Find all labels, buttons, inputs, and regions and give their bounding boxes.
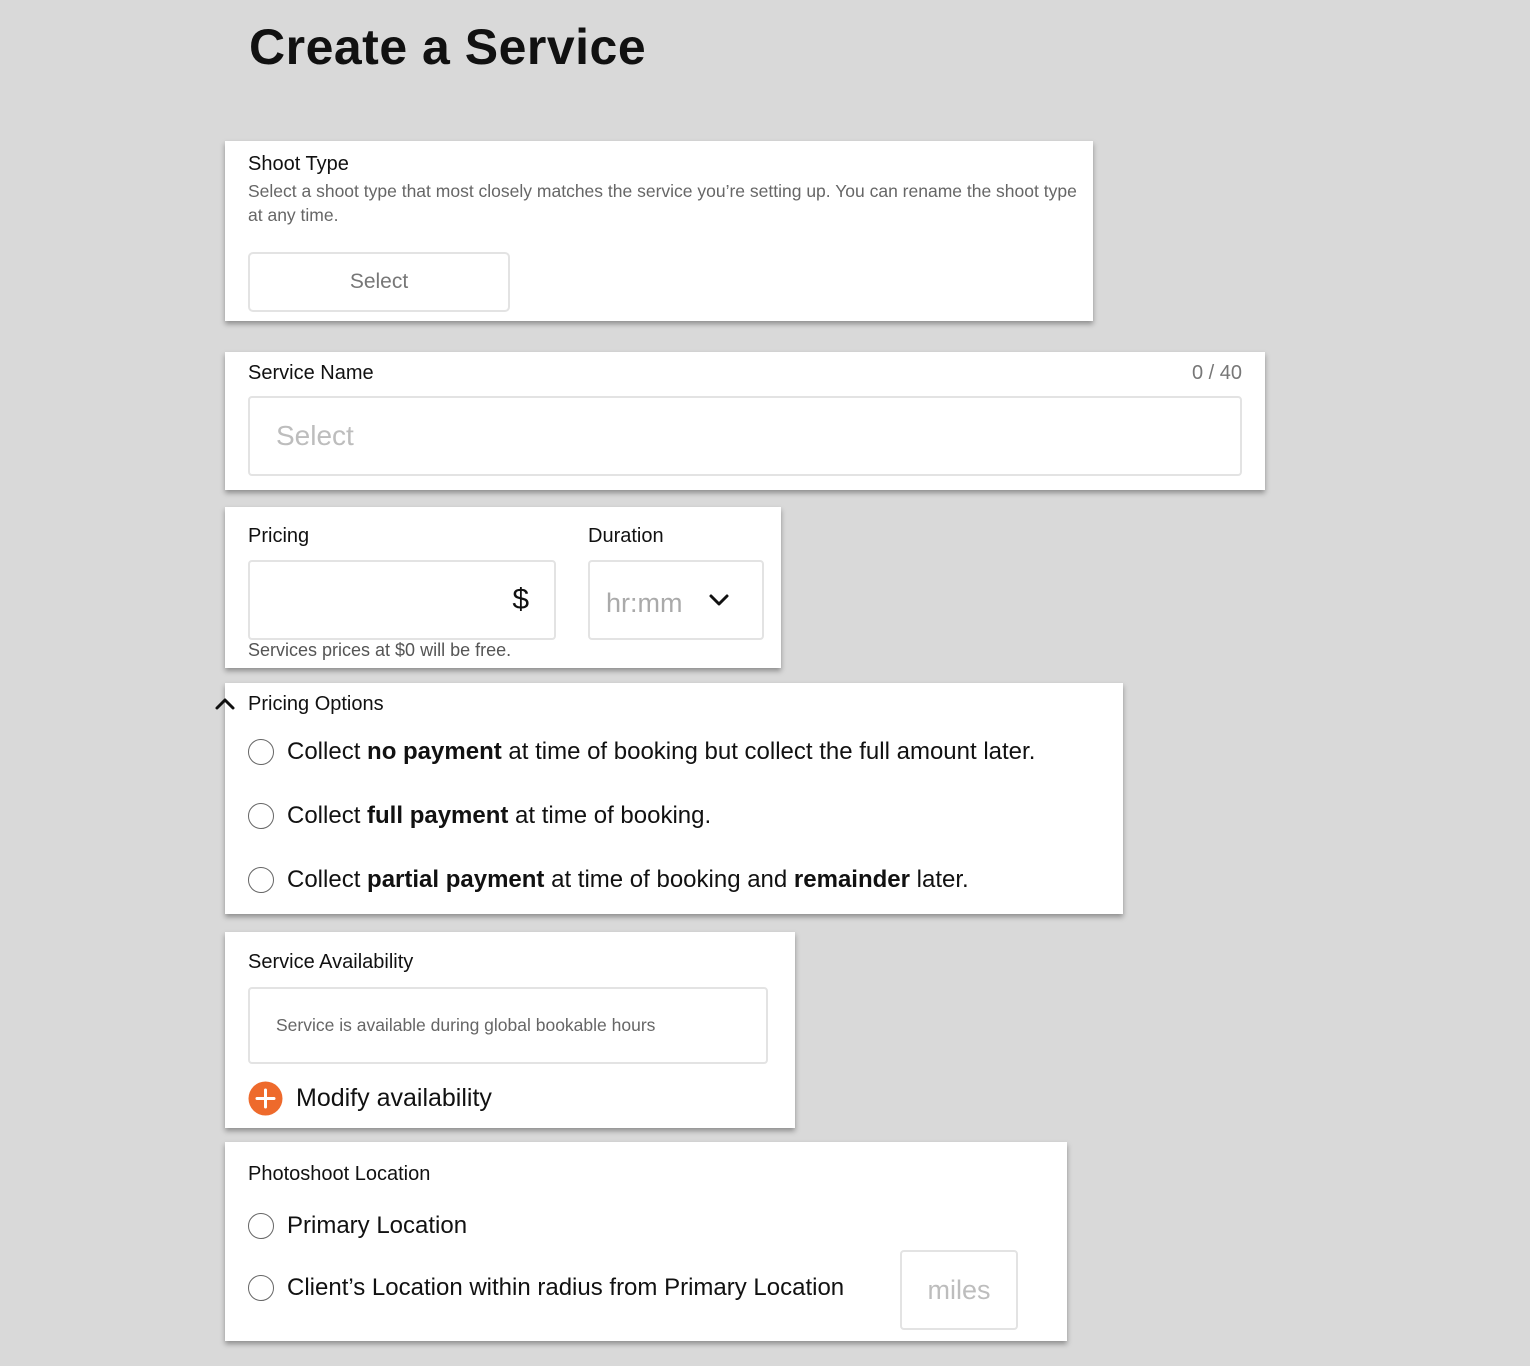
- chevron-down-icon: [708, 593, 730, 607]
- service-name-input[interactable]: [248, 396, 1242, 476]
- pricing-option-partial-payment[interactable]: [248, 866, 969, 894]
- chevron-up-icon[interactable]: [214, 697, 236, 711]
- duration-label: Duration: [588, 525, 664, 547]
- pricing-label: Pricing: [248, 525, 310, 547]
- location-option-client[interactable]: [248, 1274, 844, 1302]
- pricing-duration-card: [225, 507, 781, 668]
- modify-availability-button[interactable]: [248, 1081, 492, 1116]
- service-name-card: [225, 352, 1265, 490]
- pricing-option-full-payment[interactable]: [248, 802, 711, 830]
- duration-select[interactable]: [588, 560, 764, 640]
- radio-button[interactable]: [248, 1213, 274, 1239]
- service-availability-card: [225, 932, 795, 1128]
- location-option-primary[interactable]: [248, 1212, 467, 1240]
- shoot-type-description: Select a shoot type that most closely matches the service you’re setting up. You can rename the shoot type at any time.: [248, 181, 1077, 225]
- service-availability-label: Service Availability: [248, 951, 414, 973]
- shoot-type-select[interactable]: [248, 252, 510, 312]
- radius-miles-placeholder: miles: [927, 1274, 991, 1305]
- duration-placeholder: hr:mm: [606, 588, 683, 618]
- pricing-option-no-payment[interactable]: [248, 738, 1035, 766]
- location-option-primary-label: Primary Location: [287, 1212, 468, 1239]
- service-name-placeholder: Select: [276, 420, 354, 451]
- pricing-hint: Services prices at $0 will be free.: [248, 640, 512, 660]
- location-option-client-label: Client’s Location within radius from Primary Location: [287, 1274, 845, 1301]
- photoshoot-location-card: [225, 1142, 1067, 1341]
- radio-button[interactable]: [248, 803, 274, 829]
- pricing-options-label: Pricing Options: [248, 693, 384, 715]
- shoot-type-card: [225, 141, 1093, 321]
- radio-button[interactable]: [248, 1275, 274, 1301]
- page-title: Create a Service: [249, 19, 647, 75]
- pricing-option-label: Collect partial payment at time of booking and remainder later.: [287, 866, 969, 893]
- pricing-input[interactable]: [248, 560, 556, 640]
- photoshoot-location-label: Photoshoot Location: [248, 1163, 431, 1185]
- shoot-type-label: Shoot Type: [248, 153, 349, 175]
- shoot-type-select-label: Select: [349, 270, 409, 293]
- radius-miles-input[interactable]: [900, 1250, 1018, 1330]
- availability-status-box: [248, 987, 768, 1064]
- radio-button[interactable]: [248, 739, 274, 765]
- pricing-option-label: Collect no payment at time of booking but collect the full amount later.: [287, 738, 1036, 765]
- pricing-option-label: Collect full payment at time of booking.: [287, 802, 712, 829]
- availability-status-text: Service is available during global bookable hours: [276, 1015, 656, 1035]
- service-name-counter: 0 / 40: [1191, 362, 1242, 384]
- pricing-options-card: [225, 683, 1123, 914]
- modify-availability-label: Modify availability: [296, 1084, 492, 1112]
- plus-circle-icon: [248, 1081, 283, 1116]
- radio-button[interactable]: [248, 867, 274, 893]
- currency-symbol: $: [512, 583, 529, 616]
- service-name-label: Service Name: [248, 362, 374, 384]
